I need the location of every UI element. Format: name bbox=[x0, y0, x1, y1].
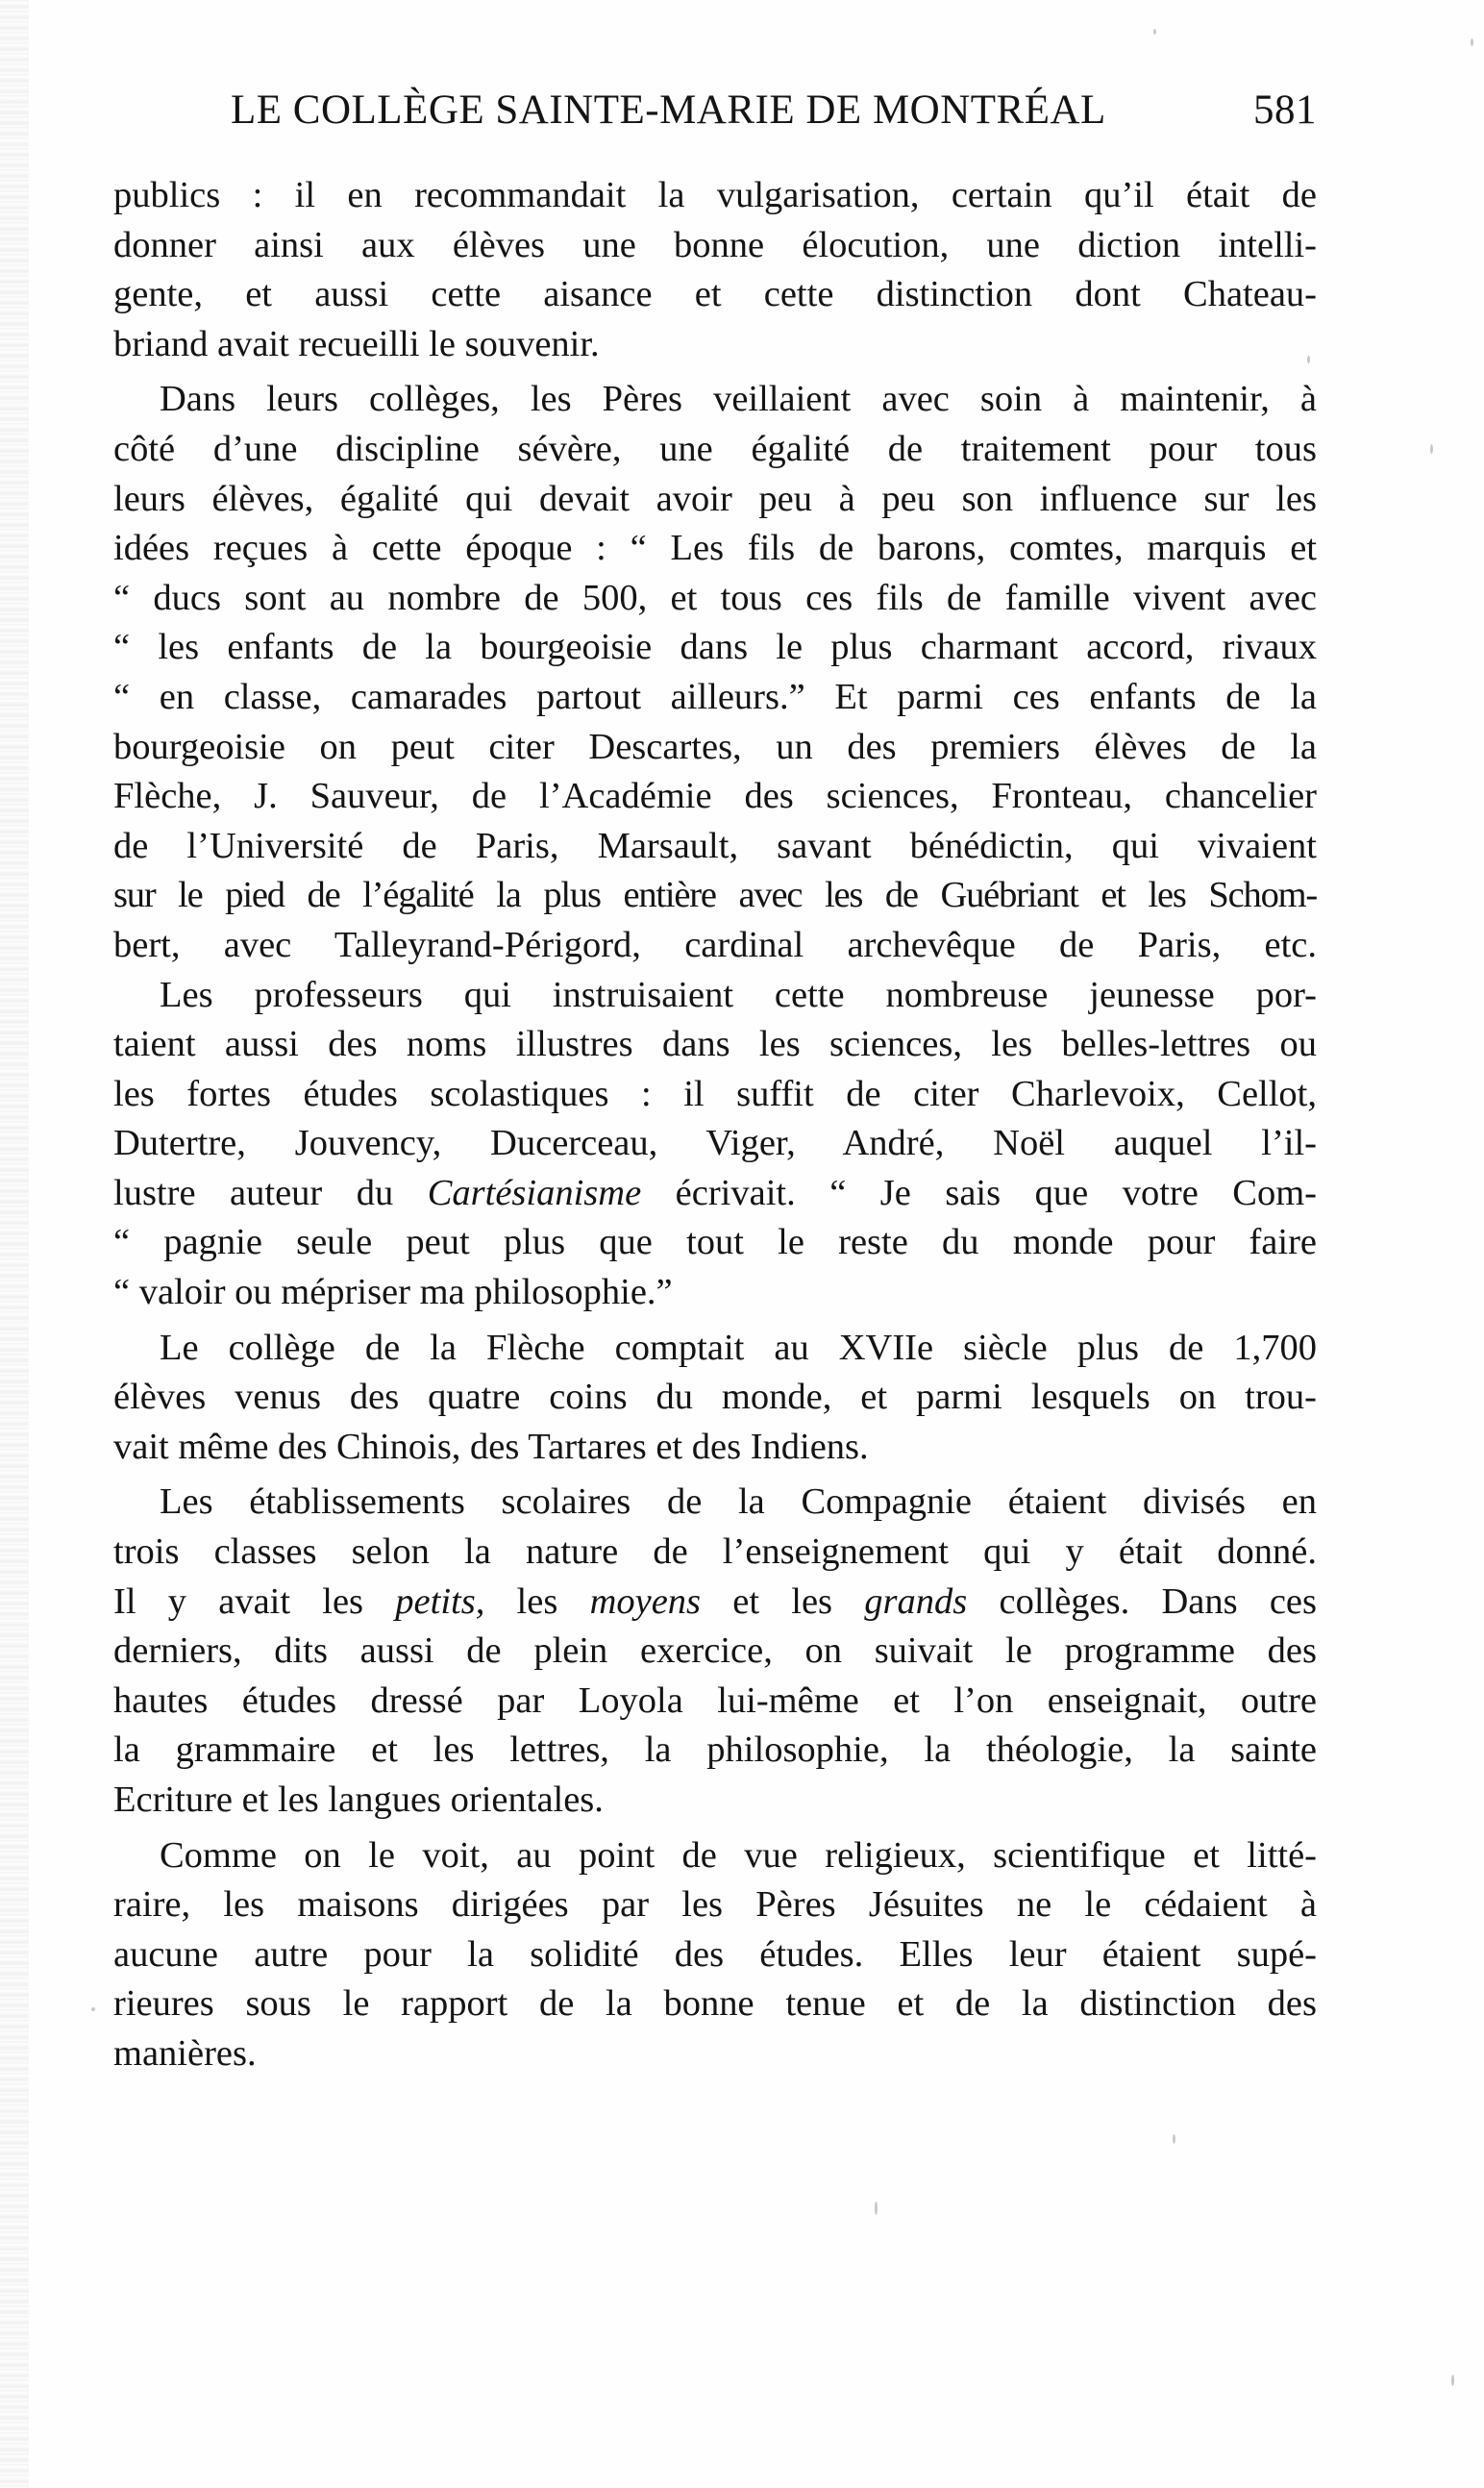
running-header bbox=[231, 87, 1317, 144]
text-line: vait même des Chinois, des Tartares et des Indiens. bbox=[113, 1426, 869, 1467]
paragraph bbox=[113, 1831, 1317, 2079]
scan-speck bbox=[91, 2007, 95, 2011]
text-line: idées reçues à cette époque : “ Les fils de barons, comtes, marquis et bbox=[113, 528, 1317, 569]
scan-speck bbox=[1430, 444, 1433, 454]
text-line: sur le pied de l’égalité la plus entière avec les de Guébriant et les Schom- bbox=[113, 875, 1317, 916]
text-span: les bbox=[484, 1580, 590, 1622]
scan-speck bbox=[1451, 2375, 1454, 2386]
text-line bbox=[113, 1169, 1317, 1219]
scan-speck bbox=[1471, 38, 1473, 46]
text-line: de l’Université de Paris, Marsault, savant bénédictin, qui vivaient bbox=[113, 825, 1317, 866]
text-line: taient aussi des noms illustres dans les sciences, les belles-lettres ou bbox=[113, 1024, 1317, 1065]
italic-word: moyens bbox=[589, 1580, 702, 1622]
italic-word: grands bbox=[864, 1580, 968, 1622]
text-line: derniers, dits aussi de plein exercice, on suivait le programme des bbox=[113, 1630, 1317, 1672]
scan-speck bbox=[1307, 356, 1310, 363]
text-line: bert, avec Talleyrand-Périgord, cardinal archevêque de Paris, etc. bbox=[113, 924, 1317, 965]
text-line: “ ducs sont au nombre de 500, et tous ces fils de famille vivent avec bbox=[113, 577, 1317, 618]
scan-speck bbox=[875, 2202, 878, 2215]
paragraph bbox=[113, 1478, 1317, 1825]
text-line: Le collège de la Flèche comptait au XVIIe siècle plus de 1,700 bbox=[160, 1327, 1317, 1368]
text-line: élèves venus des quatre coins du monde, et parmi lesquels on trou- bbox=[113, 1377, 1317, 1418]
text-line: bourgeoisie on peut citer Descartes, un des premiers élèves de la bbox=[113, 726, 1317, 767]
scan-speck bbox=[1173, 2134, 1175, 2144]
text-line: aucune autre pour la solidité des études. Elles leur étaient supé- bbox=[113, 1933, 1317, 1975]
italic-word: petits, bbox=[395, 1580, 485, 1622]
text-line: leurs élèves, égalité qui devait avoir peu à peu son influence sur les bbox=[113, 478, 1317, 519]
text-line: “ pagnie seule peut plus que tout le reste du monde pour faire bbox=[113, 1222, 1317, 1263]
paragraph bbox=[113, 171, 1317, 369]
text-line: donner ainsi aux élèves une bonne élocution, une diction intelli- bbox=[113, 224, 1317, 265]
text-line: “ en classe, camarades partout ailleurs.” Et parmi ces enfants de la bbox=[113, 676, 1317, 717]
text-line: Comme on le voit, au point de vue religieux, scientifique et litté- bbox=[160, 1834, 1317, 1876]
paragraph bbox=[113, 1324, 1317, 1473]
page-number: 581 bbox=[1253, 87, 1317, 133]
text-line: Ecriture et les langues orientales. bbox=[113, 1779, 604, 1820]
text-line: la grammaire et les lettres, la philosophie, la théologie, la sainte bbox=[113, 1729, 1317, 1771]
italic-title: Cartésianisme bbox=[427, 1172, 642, 1213]
paragraph bbox=[113, 375, 1317, 970]
scan-speck bbox=[1153, 29, 1156, 35]
text-line: “ valoir ou mépriser ma philosophie.” bbox=[113, 1272, 673, 1313]
text-line bbox=[113, 1578, 1317, 1628]
text-line: manières. bbox=[113, 2032, 257, 2074]
text-line: raire, les maisons dirigées par les Pères Jésuites ne le cédaient à bbox=[113, 1884, 1317, 1926]
page-title: LE COLLÈGE SAINTE-MARIE DE MONTRÉAL bbox=[231, 87, 1106, 133]
text-span: lustre auteur du bbox=[113, 1172, 428, 1213]
text-line: Les établissements scolaires de la Compagnie étaient divisés en bbox=[160, 1481, 1317, 1523]
text-line: côté d’une discipline sévère, une égalité de traitement pour tous bbox=[113, 428, 1317, 469]
text-span: collèges. Dans ces bbox=[967, 1580, 1317, 1622]
text-line: “ les enfants de la bourgeoisie dans le plus charmant accord, rivaux bbox=[113, 627, 1317, 668]
scan-edge-noise bbox=[0, 0, 29, 2488]
text-span: et les bbox=[701, 1580, 865, 1622]
text-line: trois classes selon la nature de l’enseignement qui y était donné. bbox=[113, 1531, 1317, 1573]
text-line: Flèche, J. Sauveur, de l’Académie des sciences, Fronteau, chancelier bbox=[113, 776, 1317, 817]
text-line: Dutertre, Jouvency, Ducerceau, Viger, André, Noël auquel l’il- bbox=[113, 1123, 1317, 1164]
text-span: écrivait. “ Je sais que votre Com- bbox=[641, 1172, 1317, 1213]
text-line: gente, et aussi cette aisance et cette distinction dont Chateau- bbox=[113, 274, 1317, 315]
text-line: briand avait recueilli le souvenir. bbox=[113, 323, 600, 364]
paragraph bbox=[113, 971, 1317, 1318]
text-line: publics : il en recommandait la vulgarisation, certain qu’il était de bbox=[113, 175, 1317, 215]
text-line: hautes études dressé par Loyola lui-même et l’on enseignait, outre bbox=[113, 1679, 1317, 1721]
body-text bbox=[113, 171, 1317, 2079]
text-line: les fortes études scolastiques : il suffit de citer Charlevoix, Cellot, bbox=[113, 1073, 1317, 1114]
text-line: Les professeurs qui instruisaient cette nombreuse jeunesse por- bbox=[160, 974, 1317, 1015]
text-line: rieures sous le rapport de la bonne tenue et de la distinction des bbox=[113, 1983, 1317, 2025]
text-span: Il y avait les bbox=[113, 1580, 396, 1622]
text-line: Dans leurs collèges, les Pères veillaient avec soin à maintenir, à bbox=[160, 379, 1317, 420]
